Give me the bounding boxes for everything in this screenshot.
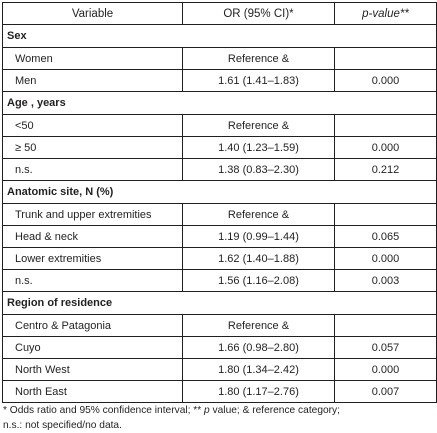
cell-pvalue: 0.212 bbox=[335, 159, 437, 181]
cell-pvalue bbox=[335, 204, 437, 226]
header-variable: Variable bbox=[3, 3, 183, 25]
table-row bbox=[3, 337, 437, 359]
cell-variable: North West bbox=[3, 359, 183, 381]
table-row bbox=[3, 48, 437, 70]
table-body bbox=[3, 25, 437, 403]
cell-variable: n.s. bbox=[3, 270, 183, 292]
cell-pvalue: 0.065 bbox=[335, 226, 437, 248]
cell-or: 1.80 (1.34–2.42) bbox=[183, 359, 335, 381]
cell-variable: Centro & Patagonia bbox=[3, 315, 183, 337]
cell-or: 1.66 (0.98–2.80) bbox=[183, 337, 335, 359]
cell-pvalue bbox=[335, 48, 437, 70]
cell-variable: Head & neck bbox=[3, 226, 183, 248]
cell-pvalue bbox=[335, 315, 437, 337]
cell-pvalue: 0.057 bbox=[335, 337, 437, 359]
table-row bbox=[3, 270, 437, 292]
footnote-line-2: n.s.: not specified/no data. bbox=[3, 419, 122, 431]
table-row bbox=[3, 315, 437, 337]
cell-pvalue: 0.007 bbox=[335, 381, 437, 403]
cell-variable: n.s. bbox=[3, 159, 183, 181]
section-title: Sex bbox=[3, 25, 437, 48]
cell-pvalue: 0.003 bbox=[335, 270, 437, 292]
cell-pvalue: 0.000 bbox=[335, 248, 437, 270]
table-row bbox=[3, 70, 437, 92]
cell-or: 1.62 (1.40–1.88) bbox=[183, 248, 335, 270]
section-row bbox=[3, 92, 437, 115]
cell-or: 1.40 (1.23–1.59) bbox=[183, 137, 335, 159]
cell-or: 1.38 (0.83–2.30) bbox=[183, 159, 335, 181]
section-title: Anatomic site, N (%) bbox=[3, 181, 437, 204]
table-row bbox=[3, 115, 437, 137]
cell-variable: <50 bbox=[3, 115, 183, 137]
header-pvalue: p-value** bbox=[335, 3, 437, 25]
section-row bbox=[3, 181, 437, 204]
table-row bbox=[3, 359, 437, 381]
cell-pvalue: 0.000 bbox=[335, 137, 437, 159]
cell-or: Reference & bbox=[183, 115, 335, 137]
section-title: Age , years bbox=[3, 92, 437, 115]
cell-variable: Women bbox=[3, 48, 183, 70]
results-table bbox=[2, 2, 437, 403]
table-row bbox=[3, 204, 437, 226]
table-row bbox=[3, 226, 437, 248]
cell-variable: Lower extremities bbox=[3, 248, 183, 270]
cell-pvalue: 0.000 bbox=[335, 359, 437, 381]
cell-variable: North East bbox=[3, 381, 183, 403]
table-row bbox=[3, 159, 437, 181]
cell-or: 1.19 (0.99–1.44) bbox=[183, 226, 335, 248]
footnote-line-1 bbox=[3, 404, 435, 419]
table-row bbox=[3, 248, 437, 270]
table-row bbox=[3, 381, 437, 403]
cell-or: Reference & bbox=[183, 204, 335, 226]
header-or: OR (95% CI)* bbox=[183, 3, 335, 25]
cell-variable: ≥ 50 bbox=[3, 137, 183, 159]
cell-or: 1.56 (1.16–2.08) bbox=[183, 270, 335, 292]
cell-pvalue: 0.000 bbox=[335, 70, 437, 92]
section-title: Region of residence bbox=[3, 292, 437, 315]
header-row bbox=[3, 3, 437, 25]
table-row bbox=[3, 137, 437, 159]
cell-or: 1.80 (1.17–2.76) bbox=[183, 381, 335, 403]
footnote bbox=[3, 404, 435, 433]
section-row bbox=[3, 292, 437, 315]
cell-or: Reference & bbox=[183, 315, 335, 337]
cell-or: 1.61 (1.41–1.83) bbox=[183, 70, 335, 92]
cell-or: Reference & bbox=[183, 48, 335, 70]
footnote-text-c: value; & reference category; bbox=[209, 405, 340, 416]
cell-variable: Trunk and upper extremities bbox=[3, 204, 183, 226]
footnote-text-p: p bbox=[204, 405, 210, 416]
section-row bbox=[3, 25, 437, 48]
cell-variable: Men bbox=[3, 70, 183, 92]
cell-variable: Cuyo bbox=[3, 337, 183, 359]
cell-pvalue bbox=[335, 115, 437, 137]
footnote-text-a: * Odds ratio and 95% confidence interval; ** bbox=[3, 405, 205, 416]
